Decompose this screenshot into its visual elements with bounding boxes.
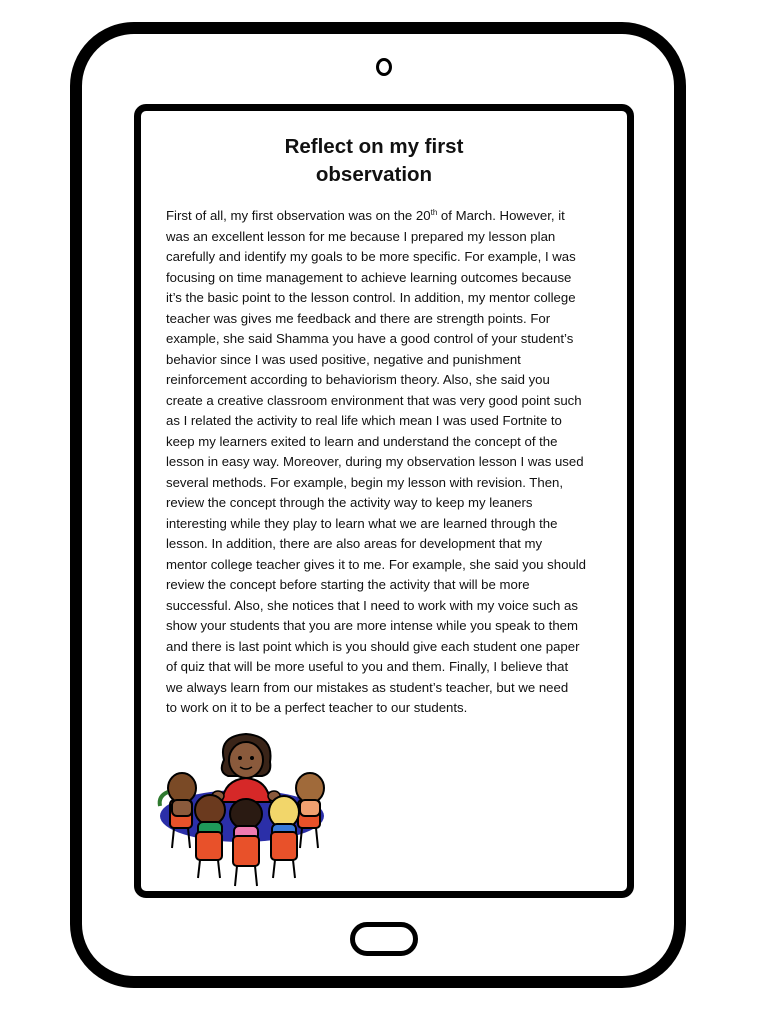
- text-line: create a creative classroom environment that was very good point such: [166, 392, 582, 408]
- text-line: it’s the basic point to the lesson control. In addition, my mentor college: [166, 290, 576, 305]
- text-line: review the concept before starting the activity that will be more: [166, 577, 530, 592]
- text-line: carefully and identify my goals to be more specific. For example, I was: [166, 249, 576, 264]
- text-line: show your students that you are more intense while you speak to them: [166, 618, 578, 633]
- page-title: [234, 133, 514, 189]
- text-line: to work on it to be a perfect teacher to our students.: [166, 700, 468, 715]
- text-line: several methods. For example, begin my lesson with revision. Then,: [166, 474, 564, 490]
- student-figure: [296, 773, 324, 816]
- ordinal-suffix: th: [430, 208, 438, 217]
- text-line: as I related the activity to real life which mean I was used Fortnite to: [166, 413, 562, 428]
- student-chair: [271, 832, 297, 878]
- text-line: focusing on time management to achieve learning outcomes because: [166, 269, 572, 285]
- student-figure: [230, 799, 262, 840]
- student-chair: [233, 836, 259, 886]
- text-line: was an excellent lesson for me because I prepared my lesson plan: [166, 228, 556, 244]
- student-chair: [196, 832, 222, 878]
- camera-icon: [376, 58, 392, 76]
- title-line-2: observation: [315, 163, 433, 186]
- reflection-text: [166, 206, 606, 719]
- student-figure: [195, 795, 225, 836]
- text-line: mentor college teacher gives it to me. For example, she said you should: [166, 556, 587, 572]
- text-line: and there is last point which is you should give each student one paper: [166, 638, 580, 654]
- text-line: successful. Also, she notices that I need to work with my voice such as: [166, 597, 578, 613]
- text-line: lesson. In addition, there are also areas for development that my: [166, 536, 543, 551]
- text-line: lesson in easy way. Moreover, during my observation lesson I was used: [166, 454, 584, 469]
- text-line: example, she said Shamma you have a good control of your student’s: [166, 331, 574, 346]
- title-line-1: Reflect on my first: [284, 135, 464, 158]
- teacher-figure: [212, 734, 280, 802]
- text-line: First of all, my first observation was on the 20th of March. However, it: [166, 208, 565, 223]
- text-line: interesting while they play to learn what we are learned through the: [166, 515, 558, 531]
- text-line: reinforcement according to behaviorism theory. Also, she said you: [166, 372, 550, 387]
- text-line: of quiz that will be more useful to you and them. Finally, I believe that: [166, 659, 569, 674]
- text-line: teacher was gives me feedback and there are strength points. For: [166, 310, 551, 326]
- text-line: behavior since I was used positive, negative and punishment: [166, 351, 521, 367]
- home-button[interactable]: [350, 922, 418, 956]
- text-line: review the concept through the activity way to keep my leaners: [166, 495, 533, 510]
- teacher-students-illustration: [150, 730, 334, 890]
- text-line: keep my learners exited to learn and understand the concept of the: [166, 433, 558, 449]
- text-line: we always learn from our mistakes as student’s teacher, but we need: [166, 679, 569, 695]
